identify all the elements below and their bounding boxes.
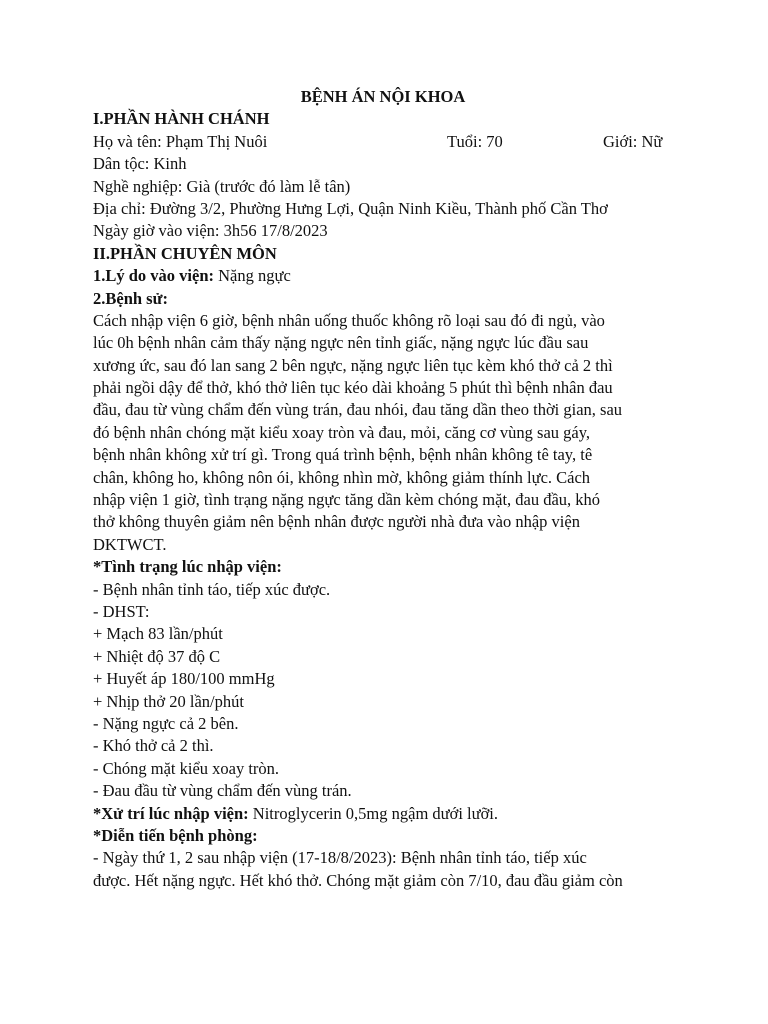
status-item: - Bệnh nhân tỉnh táo, tiếp xúc được. xyxy=(93,579,331,599)
status-item: - Nặng ngực cả 2 bên. xyxy=(93,713,239,733)
status-item: + Nhiệt độ 37 độ C xyxy=(93,646,221,666)
admission-datetime: Ngày giờ vào viện: 3h56 17/8/2023 xyxy=(93,221,328,241)
progress-line: - Ngày thứ 1, 2 sau nhập viện (17-18/8/2023): Bệnh nhân tỉnh táo, tiếp xúc xyxy=(93,848,587,868)
reason-for-admission xyxy=(93,265,673,287)
progress-line: được. Hết nặng ngực. Hết khó thở. Chóng mặt giảm còn 7/10, đau đầu giảm còn xyxy=(93,870,623,890)
document-title: BỆNH ÁN NỘI KHOA xyxy=(300,87,466,106)
document-page xyxy=(93,86,673,892)
status-item: - DHST: xyxy=(93,601,150,621)
reason-value: Nặng ngực xyxy=(214,266,291,286)
patient-info-row xyxy=(93,131,673,153)
patient-ethnicity: Dân tộc: Kinh xyxy=(93,154,187,174)
patient-sex: Giới: Nữ xyxy=(603,131,663,151)
patient-address: Địa chỉ: Đường 3/2, Phường Hưng Lợi, Quận Ninh Kiều, Thành phố Cần Thơ xyxy=(93,198,608,218)
history-line: đầu, đau từ vùng chẩm đến vùng trán, đau nhói, đau tăng dần theo thời gian, sau xyxy=(93,400,623,420)
status-item: + Nhịp thở 20 lần/phút xyxy=(93,691,244,711)
history-line: lúc 0h bệnh nhân cảm thấy nặng ngực nên tỉnh giấc, nặng ngực lúc đầu sau xyxy=(93,333,589,353)
status-item: - Đau đầu từ vùng chẩm đến vùng trán. xyxy=(93,781,352,801)
admission-status-list xyxy=(93,579,673,803)
reason-label: 1.Lý do vào viện: xyxy=(93,266,215,286)
status-item: - Chóng mặt kiểu xoay tròn. xyxy=(93,758,280,778)
history-line: đó bệnh nhân chóng mặt kiểu xoay tròn và đau, mỏi, căng cơ vùng sau gáy, xyxy=(93,422,591,442)
treatment-label: *Xử trí lúc nhập viện: xyxy=(93,803,249,823)
section-1-heading: I.PHẦN HÀNH CHÁNH xyxy=(93,109,270,129)
status-item: + Mạch 83 lần/phút xyxy=(93,624,223,644)
section-2-heading: II.PHẦN CHUYÊN MÔN xyxy=(93,243,277,263)
history-label: 2.Bệnh sử: xyxy=(93,288,168,308)
treatment-value: Nitroglycerin 0,5mg ngậm dưới lưỡi. xyxy=(248,803,499,823)
admission-treatment xyxy=(93,803,673,825)
history-line: Cách nhập viện 6 giờ, bệnh nhân uống thuốc không rõ loại sau đó đi ngủ, vào xyxy=(93,310,605,330)
history-line: DKTWCT. xyxy=(93,534,167,554)
history-paragraph xyxy=(93,310,673,556)
status-item: - Khó thở cả 2 thì. xyxy=(93,736,214,756)
progress-paragraph xyxy=(93,847,673,892)
history-line: nhập viện 1 giờ, tình trạng nặng ngực tăng dần kèm chóng mặt, đau đầu, khó xyxy=(93,490,601,510)
progress-label: *Diễn tiến bệnh phòng: xyxy=(93,825,258,845)
patient-occupation: Nghề nghiệp: Già (trước đó làm lễ tân) xyxy=(93,176,351,196)
history-line: bệnh nhân không xử trí gì. Trong quá trình bệnh, bệnh nhân không tê tay, tê xyxy=(93,445,593,465)
history-line: chân, không ho, không nôn ói, không nhìn mờ, không giảm thính lực. Cách xyxy=(93,467,591,487)
status-item: + Huyết áp 180/100 mmHg xyxy=(93,669,275,689)
admission-status-label: *Tình trạng lúc nhập viện: xyxy=(93,557,282,577)
history-line: thở không thuyên giảm nên bệnh nhân được người nhà đưa vào nhập viện xyxy=(93,512,580,532)
patient-age: Tuổi: 70 xyxy=(447,131,503,151)
patient-name: Họ và tên: Phạm Thị Nuôi xyxy=(93,131,268,151)
history-line: phải ngồi dậy để thở, khó thở liên tục kéo dài khoảng 5 phút thì bệnh nhân đau xyxy=(93,378,613,398)
history-line: xương ức, sau đó lan sang 2 bên ngực, nặng ngực liên tục kèm khó thở cả 2 thì xyxy=(93,355,613,375)
